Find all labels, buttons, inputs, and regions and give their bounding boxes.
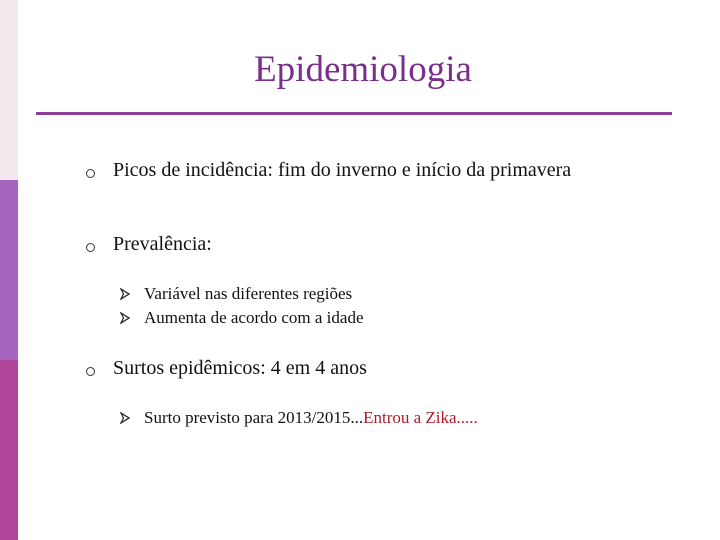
sidebar-segment-bottom (0, 360, 18, 540)
bullet-incidence (86, 158, 571, 182)
ring-bullet-icon (86, 243, 95, 252)
bullet-outbreaks (86, 356, 367, 380)
sub-bullet-forecast (120, 408, 478, 428)
slide-title: Epidemiologia (254, 49, 472, 90)
sub-bullet-regions (120, 284, 352, 304)
arrow-bullet-icon (120, 312, 130, 324)
arrow-bullet-icon (120, 288, 130, 300)
sub-bullet-text: Surto previsto para 2013/2015... (144, 408, 364, 427)
sub-bullet-text: Variável nas diferentes regiões (144, 284, 353, 303)
bullet-text: Picos de incidência: fim do inverno e início da primavera (113, 159, 572, 181)
zika-highlight-text: Entrou a Zika..... (363, 408, 478, 427)
bullet-prevalence (86, 232, 212, 256)
sidebar-segment-middle (0, 180, 18, 360)
bullet-text: Prevalência: (113, 233, 212, 255)
ring-bullet-icon (86, 367, 95, 376)
arrow-bullet-icon (120, 412, 130, 424)
sub-bullet-text: Aumenta de acordo com a idade (144, 308, 364, 327)
title-divider (36, 112, 672, 115)
ring-bullet-icon (86, 169, 95, 178)
sidebar-segment-top (0, 0, 18, 180)
sub-bullet-age (120, 308, 364, 328)
bullet-text: Surtos epidêmicos: 4 em 4 anos (113, 357, 367, 379)
